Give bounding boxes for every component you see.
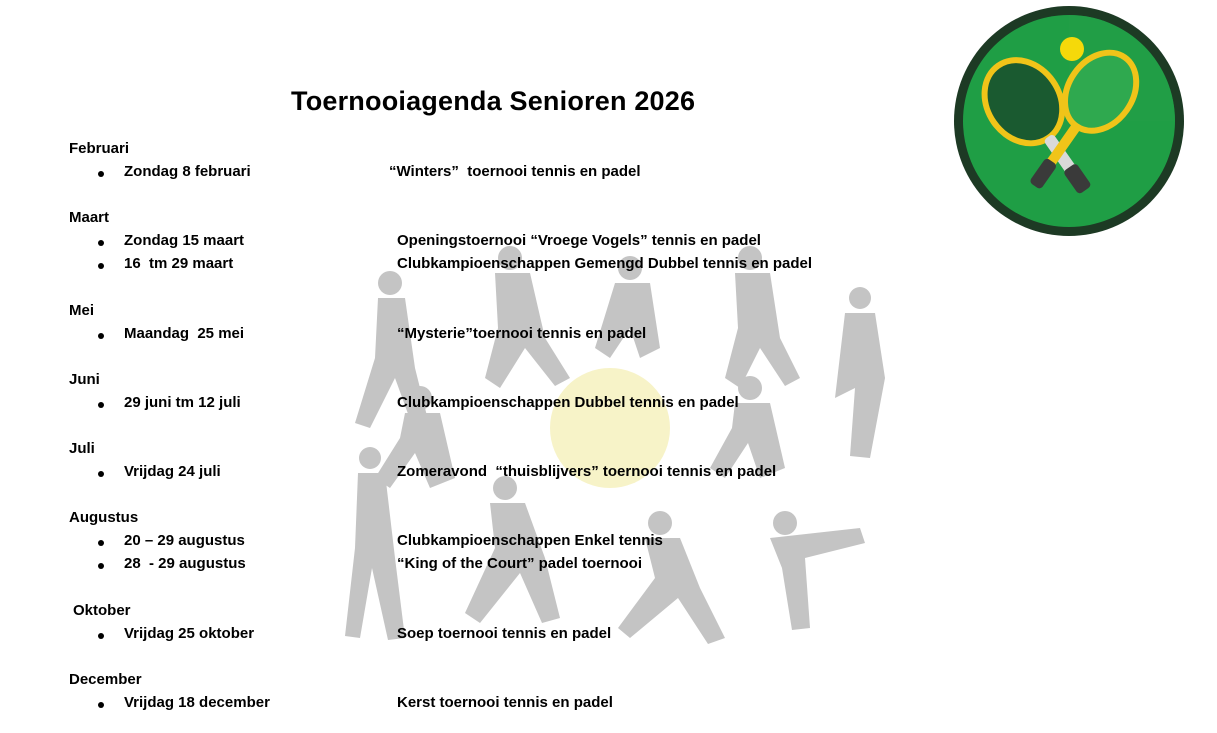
bullet-icon xyxy=(98,171,104,177)
event-date: Zondag 15 maart xyxy=(124,232,245,249)
event-name: Clubkampioenschappen Enkel tennis xyxy=(397,532,663,549)
month-heading: Augustus xyxy=(69,509,139,526)
event-date: 20 – 29 augustus xyxy=(124,532,245,549)
month-heading: Maart xyxy=(69,209,110,226)
month-heading: Februari xyxy=(69,140,130,157)
bullet-icon xyxy=(98,263,104,269)
bullet-icon xyxy=(98,471,104,477)
event-name: Clubkampioenschappen Gemengd Dubbel tennis en padel xyxy=(397,255,813,272)
tennis-padel-logo-icon xyxy=(952,4,1186,238)
bullet-icon xyxy=(98,540,104,546)
event-name: “Mysterie”toernooi tennis en padel xyxy=(397,325,647,342)
bullet-icon xyxy=(98,240,104,246)
event-name: Clubkampioenschappen Dubbel tennis en padel xyxy=(397,394,739,411)
event-date: Maandag 25 mei xyxy=(124,325,245,342)
event-date: 16 tm 29 maart xyxy=(124,255,234,272)
month-heading: Juli xyxy=(69,440,95,457)
event-date: Vrijdag 25 oktober xyxy=(124,625,255,642)
page-title: Toernooiagenda Senioren 2026 xyxy=(291,86,696,116)
event-date: 28 - 29 augustus xyxy=(124,555,246,572)
month-heading: Mei xyxy=(69,302,95,319)
bullet-icon xyxy=(98,563,104,569)
event-name: “King of the Court” padel toernooi xyxy=(397,555,642,572)
bullet-icon xyxy=(98,333,104,339)
event-date: Vrijdag 18 december xyxy=(124,694,270,711)
tennis-players-silhouette-icon xyxy=(330,228,890,648)
month-heading: Juni xyxy=(69,371,100,388)
month-heading: December xyxy=(69,671,142,688)
event-name: Zomeravond “thuisblijvers” toernooi tennis en padel xyxy=(397,463,777,480)
bullet-icon xyxy=(98,402,104,408)
event-name: Soep toernooi tennis en padel xyxy=(397,625,612,642)
event-date: 29 juni tm 12 juli xyxy=(124,394,241,411)
event-name: Kerst toernooi tennis en padel xyxy=(397,694,613,711)
event-name: Openingstoernooi “Vroege Vogels” tennis en padel xyxy=(397,232,761,249)
bullet-icon xyxy=(98,633,104,639)
event-date: Vrijdag 24 juli xyxy=(124,463,221,480)
bullet-icon xyxy=(98,702,104,708)
event-date: Zondag 8 februari xyxy=(124,163,251,180)
month-heading: Oktober xyxy=(73,602,131,619)
event-name: “Winters” toernooi tennis en padel xyxy=(389,163,641,180)
